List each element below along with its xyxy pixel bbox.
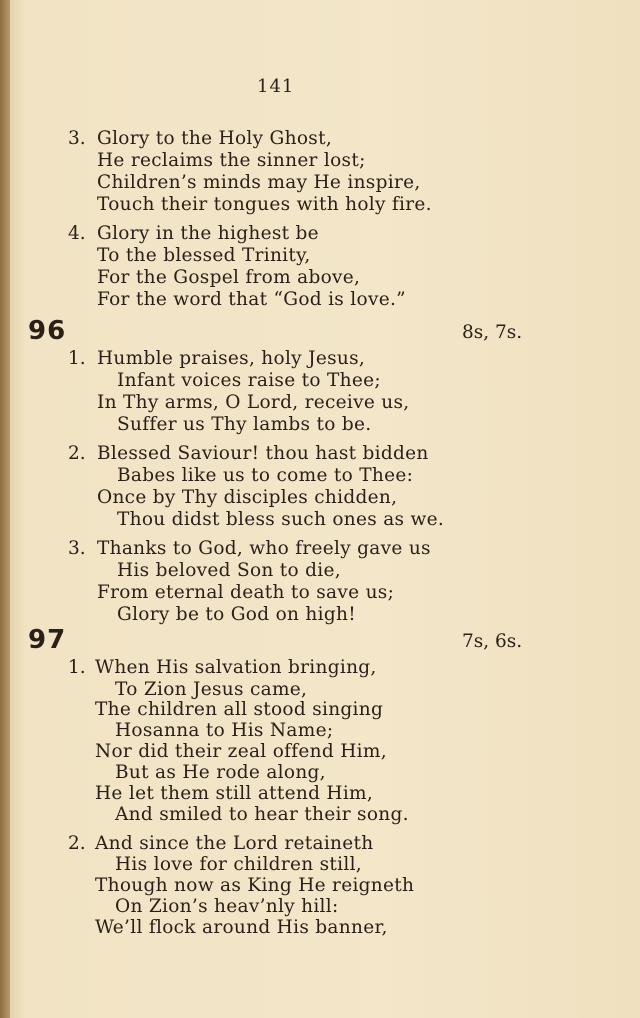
verse-line: Thou didst bless such ones as we. <box>117 509 445 530</box>
verse-line: And since the Lord retaineth <box>95 833 374 854</box>
verse-line: From eternal death to save us; <box>97 582 395 603</box>
verse-line: Nor did their zeal offend Him, <box>95 741 387 762</box>
stanza-number: 3. <box>68 538 86 559</box>
verse-line: He let them still attend Him, <box>95 783 374 804</box>
verse-line: Suffer us Thy lambs to be. <box>117 414 372 435</box>
page-number: 141 <box>257 76 295 97</box>
hymn-meter: 7s, 6s. <box>462 631 523 652</box>
verse-line: And smiled to hear their song. <box>115 804 409 825</box>
stanza-number: 1. <box>68 657 86 678</box>
verse-line: We’ll flock around His banner, <box>95 917 388 938</box>
verse-line: In Thy arms, O Lord, receive us, <box>97 392 410 413</box>
verse-line: When His salvation bringing, <box>95 657 377 678</box>
verse-line: Children’s minds may He inspire, <box>97 172 421 193</box>
stanza-number: 4. <box>68 223 86 244</box>
verse-line: Though now as King He reigneth <box>95 875 415 896</box>
verse-line: His love for children still, <box>115 854 362 875</box>
verse-line: Thanks to God, who freely gave us <box>97 538 431 559</box>
verse-line: Hosanna to His Name; <box>115 720 334 741</box>
verse-line: On Zion’s heav’nly hill: <box>115 896 339 917</box>
verse-line: But as He rode along, <box>115 762 326 783</box>
hymn-meter: 8s, 7s. <box>462 322 523 343</box>
stanza-number: 1. <box>68 348 86 369</box>
verse-line: Humble praises, holy Jesus, <box>97 348 366 369</box>
verse-line: For the Gospel from above, <box>97 267 361 288</box>
verse-line: He reclaims the sinner lost; <box>97 150 366 171</box>
verse-line: Infant voices raise to Thee; <box>117 370 381 391</box>
stanza-number: 3. <box>68 128 86 149</box>
verse-line: Babes like us to come to Thee: <box>117 465 414 486</box>
verse-line: To the blessed Trinity, <box>97 245 311 266</box>
stanza-number: 2. <box>68 833 86 854</box>
verse-line: Touch their tongues with holy fire. <box>97 194 432 215</box>
verse-line: For the word that “God is love.” <box>97 289 406 310</box>
page-spine-edge <box>0 0 10 1018</box>
verse-line: Glory to the Holy Ghost, <box>97 128 332 149</box>
verse-line: The children all stood singing <box>95 699 384 720</box>
verse-line: His beloved Son to die, <box>117 560 341 581</box>
hymn-number: 97 <box>28 625 67 655</box>
verse-line: Glory in the highest be <box>97 223 319 244</box>
verse-line: To Zion Jesus came, <box>115 679 308 700</box>
verse-line: Once by Thy disciples chidden, <box>97 487 398 508</box>
verse-line: Glory be to God on high! <box>117 604 356 625</box>
stanza-number: 2. <box>68 443 86 464</box>
verse-line: Blessed Saviour! thou hast bidden <box>97 443 429 464</box>
hymn-number: 96 <box>28 316 67 346</box>
